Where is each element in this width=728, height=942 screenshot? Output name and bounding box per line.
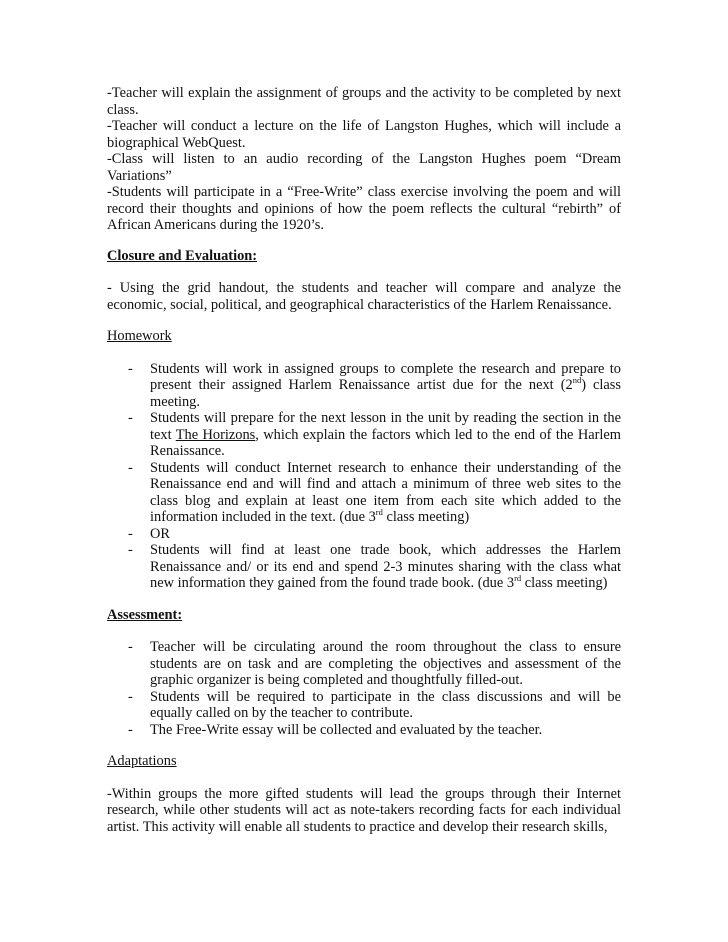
list-item: - The Free-Write essay will be collected and evaluated by the teacher. xyxy=(128,721,543,738)
list-item: - Teacher will be circulating around the room throughout the class to ensure students are on task and are completing the objectives and assessment of the graphic organizer is being completed and thoughtfully filled-out. xyxy=(128,639,621,688)
dash-bullet: - xyxy=(128,459,133,476)
procedure-section xyxy=(107,85,621,234)
dash-bullet: - xyxy=(128,639,133,655)
dash-bullet: - xyxy=(128,360,133,377)
list-item: - Students will work in assigned groups to complete the research and prepare to present their assigned Harlem Renaissance artist due for the next (2nd) class meeting. xyxy=(128,360,621,410)
spacer xyxy=(107,770,621,786)
list-item: - Students will prepare for the next lesson in the unit by reading the section in the text The Horizons, which explain the factors which led to the end of the Harlem Renaissance. xyxy=(128,410,621,459)
procedure-line: -Class will listen to an audio recording of the Langston Hughes poem “Dream Variations” xyxy=(107,151,621,184)
list-item: - Students will be required to participate in the class discussions and will be equally called on by the teacher to contribute. xyxy=(128,688,621,721)
homework-heading: Homework xyxy=(107,328,172,344)
homework-list xyxy=(107,361,621,592)
list-item: - Students will conduct Internet research to enhance their understanding of the Renaissance end and will find and attach a minimum of three web sites to the class blog and explain at least one item from each site which added to the information included in the text. (due 3rd class meeting) xyxy=(128,459,621,525)
closure-text: - Using the grid handout, the students and teacher will compare and analyze the economic, social, political, and geographical characteristics of the Harlem Renaissance. xyxy=(107,280,621,313)
procedure-line: -Students will participate in a “Free-Write” class exercise involving the poem and will record their thoughts and opinions of how the poem reflects the cultural “rebirth” of African Americans during the 1920’s. xyxy=(107,184,621,233)
assessment-list xyxy=(107,639,621,738)
closure-heading: Closure and Evaluation: xyxy=(107,247,258,264)
dash-bullet: - xyxy=(128,525,133,542)
assessment-heading: Assessment: xyxy=(107,606,183,623)
procedure-line: -Teacher will conduct a lecture on the life of Langston Hughes, which will include a biographical WebQuest. xyxy=(107,118,621,151)
spacer xyxy=(107,623,621,639)
spacer xyxy=(107,345,621,361)
dash-bullet: - xyxy=(128,721,133,738)
list-item: - Students will find at least one trade book, which addresses the Harlem Renaissance and/ or its end and spend 2-3 minutes sharing with the class what new information they gained from the found trade book. (due 3rd class meeting) xyxy=(128,542,621,591)
dash-bullet: - xyxy=(128,410,133,426)
dash-bullet: - xyxy=(128,542,133,558)
procedure-line: -Teacher will explain the assignment of groups and the activity to be completed by next class. xyxy=(107,85,621,118)
dash-bullet: - xyxy=(128,688,133,705)
list-item: - OR xyxy=(128,525,170,542)
adaptations-text: -Within groups the more gifted students will lead the groups through their Internet research, while other students will act as note-takers recording facts for each individual artist. This activity will enable all students to practice and develop their research skills, xyxy=(107,785,621,835)
spacer xyxy=(107,264,621,280)
book-title: The Horizons xyxy=(175,426,256,443)
adaptations-heading: Adaptations xyxy=(107,753,177,769)
document-body xyxy=(107,85,621,835)
